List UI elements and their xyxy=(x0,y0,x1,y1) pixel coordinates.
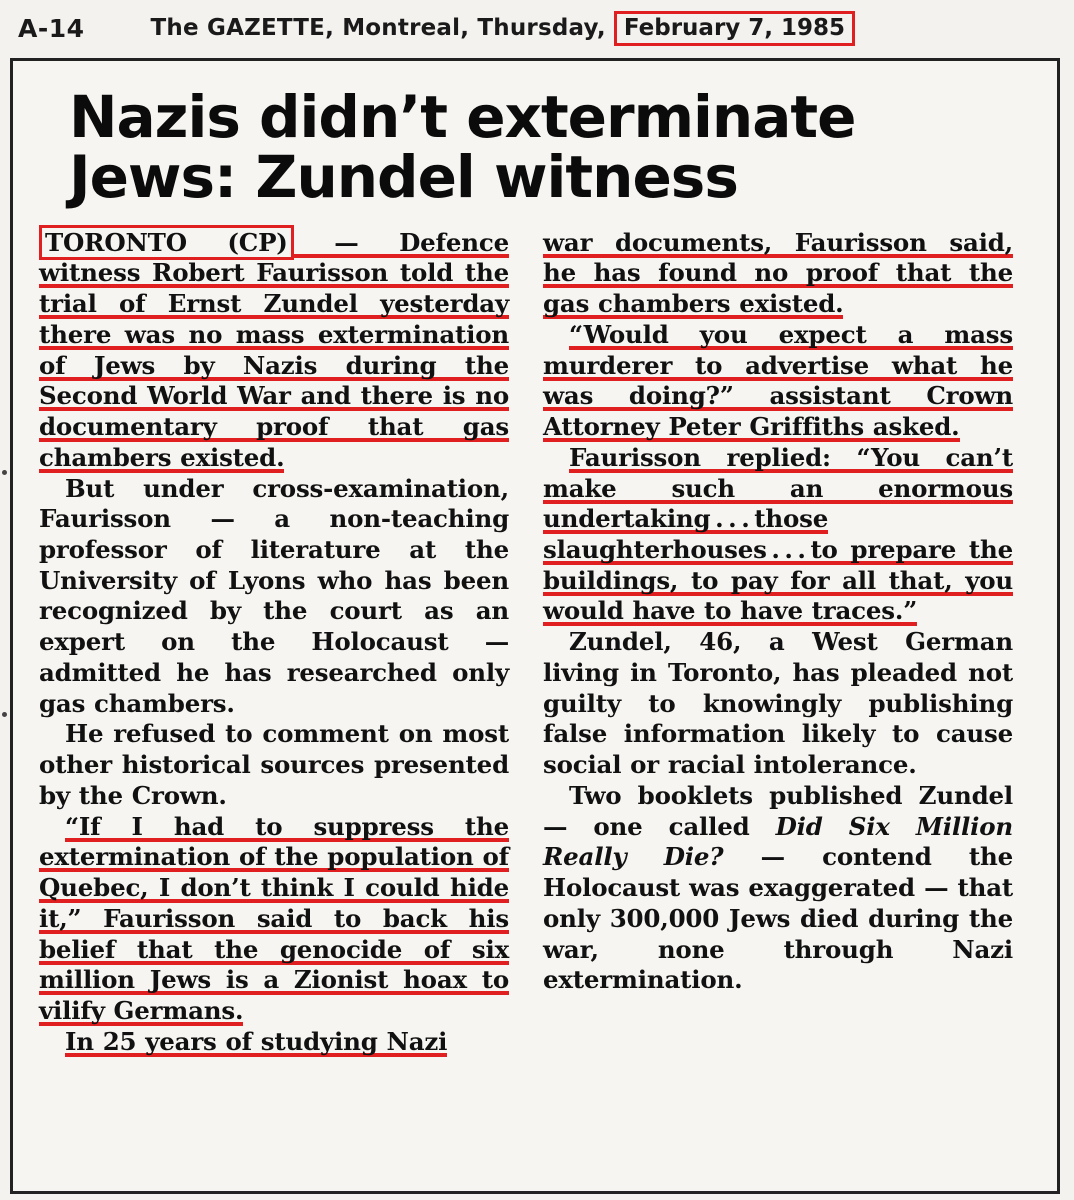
paragraph-refused-comment-text: He refused to comment on most other historical sources presented by the Crown. xyxy=(39,719,509,810)
paragraph-cross-examination xyxy=(39,474,509,720)
masthead-date-highlight: February 7, 1985 xyxy=(614,11,855,46)
masthead xyxy=(0,0,1074,56)
paragraph-war-documents xyxy=(543,228,1013,320)
dateline: TORONTO (CP) xyxy=(39,225,294,260)
paragraph-faurisson-reply xyxy=(543,443,1013,627)
paragraph-zundel-charges xyxy=(543,627,1013,781)
article-headline xyxy=(39,77,1035,214)
paragraph-quebec-quote xyxy=(39,812,509,1027)
paragraph-cross-examination-text: But under cross-examination, Faurisson — a non-teaching professor of literature at the University of Lyons who has been recognized by the court as an expert on the Holocaust — admitted he has researched only gas chambers. xyxy=(39,473,509,718)
article-frame xyxy=(10,58,1060,1194)
paragraph-griffiths-question-text: “Would you expect a mass murderer to advertise what he was doing?” assistant Crown Attorney Peter Griffiths asked. xyxy=(543,319,1013,442)
paragraph-refused-comment xyxy=(39,719,509,811)
paragraph-quebec-quote-text: “If I had to suppress the extermination of the population of Quebec, I don’t think I could hide it,” Faurisson said to back his belief that the genocide of six million Jews is a Zionist hoax to vilify Germans. xyxy=(39,811,509,1025)
paragraph-25-years xyxy=(39,1027,509,1058)
paragraph-zundel-charges-text: Zundel, 46, a West German living in Toronto, has pleaded not guilty to knowingly publishing false information likely to cause social or racial intolerance. xyxy=(543,627,1013,780)
paragraph-faurisson-reply-text: Faurisson replied: “You can’t make such an enormous undertaking . . . those slaughterhouses . . . to prepare the buildings, to pay for all that, you would have to have traces.” xyxy=(543,442,1013,626)
article-column-right xyxy=(543,228,1013,1058)
masthead-publication-line: The GAZETTE, Montreal, Thursday, xyxy=(150,15,606,41)
paragraph-booklets-text-part2: — contend the Holocaust was exaggerated — that only 300,000 Jews died during the war, none through Nazi extermination. xyxy=(543,842,1013,995)
page-folio: A-14 xyxy=(18,13,85,43)
paragraph-war-documents-text: war documents, Faurisson said, he has found no proof that the gas chambers existed. xyxy=(543,227,1013,319)
booklet-title: Did Six Million Really Die? xyxy=(543,811,1013,872)
edge-artifact-dot xyxy=(2,712,7,717)
paragraph-griffiths-question xyxy=(543,320,1013,443)
article-columns xyxy=(39,228,1035,1058)
headline-line-1: Nazis didn’t exterminate xyxy=(69,83,856,151)
article-column-left xyxy=(39,228,509,1058)
paragraph-25-years-text: In 25 years of studying Nazi xyxy=(65,1026,448,1056)
headline-line-2: Jews: Zundel witness xyxy=(69,143,738,212)
paragraph-booklets xyxy=(543,781,1013,996)
paragraph-booklets-text-part1: Two booklets published Zundel — one called xyxy=(543,780,1013,841)
paragraph-lead xyxy=(39,228,509,474)
edge-artifact-dot xyxy=(2,470,7,475)
paragraph-lead-text: — Defence witness Robert Faurisson told the trial of Ernst Zundel yesterday there was no mass extermination of Jews by Nazis during the Second World War and there is no documentary proof that gas chambers existed. xyxy=(39,227,510,472)
